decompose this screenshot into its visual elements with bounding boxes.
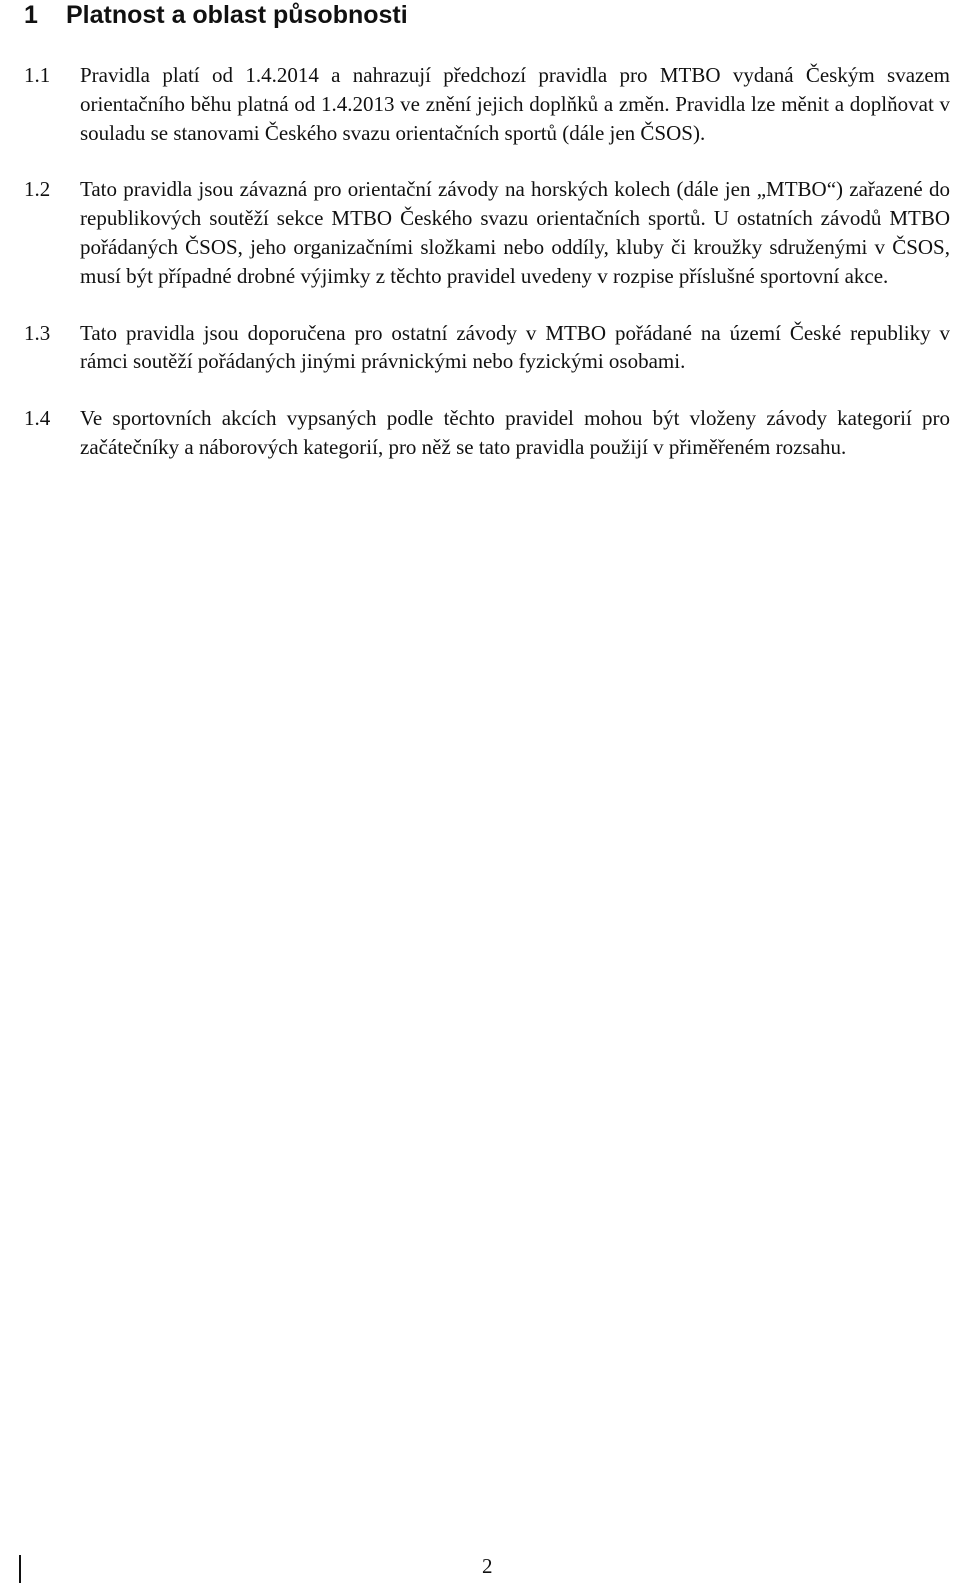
section-1-2 xyxy=(24,175,950,290)
revision-bar xyxy=(19,1555,21,1583)
section-text: Pravidla platí od 1.4.2014 a nahrazují předchozí pravidla pro MTBO vydaná Českým svazem orientačního běhu platná od 1.4.2013 ve znění jejich doplňků a změn. Pravidla lze měnit a doplňovat v souladu se stanovami Českého svazu orientačních sportů (dále jen ČSOS). xyxy=(80,63,950,145)
page-number: 2 xyxy=(482,1554,493,1578)
section-1-4 xyxy=(24,404,950,462)
heading-title: Platnost a oblast působnosti xyxy=(66,1,408,29)
heading-number: 1 xyxy=(24,1,38,29)
section-number: 1.4 xyxy=(24,406,51,431)
section-heading xyxy=(24,0,408,30)
section-number: 1.3 xyxy=(24,320,51,345)
section-number: 1.2 xyxy=(24,177,51,202)
section-list xyxy=(24,61,950,490)
section-1-1 xyxy=(24,61,950,147)
section-text: Tato pravidla jsou doporučena pro ostatní závody v MTBO pořádané na území České republiky v rámci soutěží pořádaných jinými právnickými nebo fyzickými osobami. xyxy=(80,320,950,374)
section-text: Ve sportovních akcích vypsaných podle těchto pravidel mohou být vloženy závody kategorií pro začátečníky a náborových kategorií, pro něž se tato pravidla použijí v přiměřeném rozsahu. xyxy=(80,406,950,459)
section-1-3 xyxy=(24,319,950,377)
section-text: Tato pravidla jsou závazná pro orientační závody na horských kolech (dále jen „MTBO“) zařazené do republikových soutěží sekce MTBO Českého svazu orientačních sportů. U ostatních závodů MTBO pořádaných ČSOS, jeho organizačními složkami nebo oddíly, kluby či kroužky sdruženými v ČSOS, musí být případné drobné výjimky z těchto pravidel uvedeny v rozpise příslušné sportovní akce. xyxy=(80,177,950,288)
section-number: 1.1 xyxy=(24,63,51,87)
